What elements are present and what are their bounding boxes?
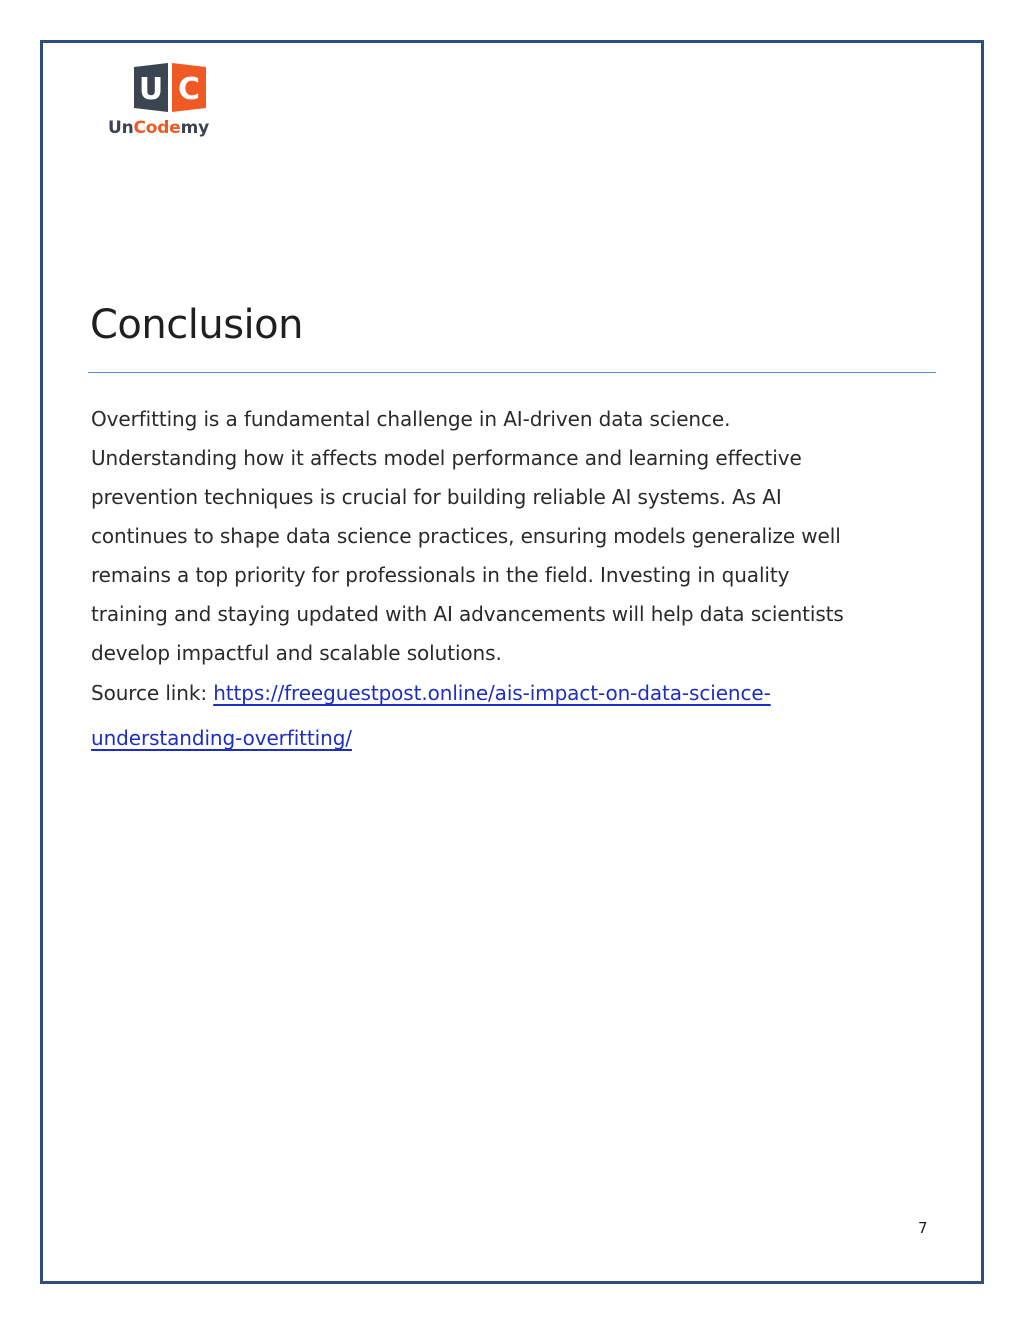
section-heading: Conclusion (90, 302, 303, 348)
logo-mark-c: C (177, 72, 201, 107)
paragraph-line: develop impactful and scalable solutions. (91, 641, 502, 665)
paragraph-line: continues to shape data science practices, ensuring models generalize well (91, 524, 841, 548)
uc-logo-mark (132, 61, 208, 114)
logo-mark-u: U (138, 72, 164, 107)
wordmark-my: my (180, 118, 209, 138)
uncodemy-logo (108, 61, 233, 141)
source-label: Source link: (91, 681, 214, 705)
wordmark-un: Un (108, 118, 134, 138)
paragraph-line: remains a top priority for professionals in the field. Investing in quality (91, 563, 790, 587)
heading-underline (88, 372, 936, 373)
wordmark-code: Code (133, 118, 181, 138)
conclusion-paragraph (91, 400, 941, 673)
paragraph-line: Overfitting is a fundamental challenge in AI-driven data science. (91, 407, 731, 431)
logo-wordmark (108, 118, 233, 138)
page-number: 7 (918, 1219, 928, 1237)
paragraph-line: prevention techniques is crucial for building reliable AI systems. As AI (91, 485, 782, 509)
paragraph-line: training and staying updated with AI advancements will help data scientists (91, 602, 844, 626)
paragraph-line: Understanding how it affects model performance and learning effective (91, 446, 802, 470)
source-block (91, 674, 941, 757)
source-link-part1[interactable]: https://freeguestpost.online/ais-impact-on-data-science- (213, 681, 771, 705)
source-link-part2[interactable]: understanding-overfitting/ (91, 726, 352, 750)
